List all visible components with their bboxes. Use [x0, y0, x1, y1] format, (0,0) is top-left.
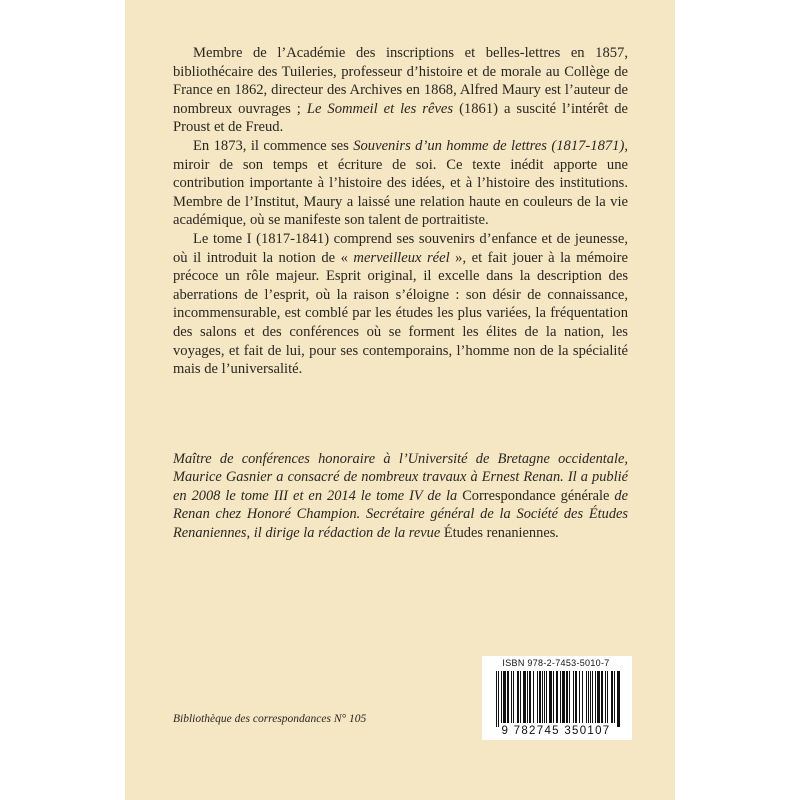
- barcode-bar: [553, 671, 554, 723]
- barcode-bar: [517, 671, 519, 723]
- isbn-barcode: [482, 656, 632, 740]
- author-bio: [173, 450, 628, 542]
- barcode-bar: [586, 671, 587, 723]
- barcode-bar: [562, 671, 565, 723]
- barcode-bar: [579, 671, 580, 723]
- barcode-bar: [582, 671, 583, 723]
- barcode-bar: [556, 671, 558, 723]
- blurb-text: Membre de l’Académie des inscriptions et belles-lettres en 1857, bibliothécaire des Tuileries, professeur d’histoire et de morale au Collège de France en 1862, directeur des Archives en 1868, Alfred Maury est l’auteur de nombreux ouvrages ;: [173, 45, 628, 117]
- book-title-reference: Souvenirs d’un homme de lettres (1817-1871): [353, 137, 625, 154]
- barcode-bar: [566, 671, 568, 723]
- blurb-paragraph-2: [173, 137, 628, 230]
- barcode-bar: [513, 671, 514, 723]
- barcode-bar: [503, 671, 506, 723]
- author-bio-text: de Renan chez Honoré Champion. Secrétaire général de la Société des Études Renaniennes, il dirige la rédaction de la revue: [173, 487, 628, 541]
- notion-emphasis: merveilleux réel: [353, 249, 450, 266]
- barcode-bar: [537, 671, 538, 723]
- barcode-bar: [520, 671, 521, 723]
- series-name: Bibliothèque des correspondances N° 105: [173, 713, 367, 725]
- barcode-bar: [575, 671, 577, 723]
- barcode-bar: [590, 671, 591, 723]
- barcode-bar: [601, 671, 603, 723]
- barcode-bar: [595, 671, 596, 723]
- barcode-bar: [617, 671, 620, 727]
- book-title-reference: Correspondance générale: [462, 487, 610, 504]
- book-blurb: [173, 44, 628, 379]
- barcode-bar: [533, 671, 534, 723]
- barcode-bar: [614, 671, 615, 723]
- barcode-bar: [511, 671, 512, 723]
- blurb-text: », et fait jouer à la mémoire précoce un rôle majeur. Esprit original, il excelle dans la description des aberrations de l’esprit, où la raison s’éloigne : son désir de connaissance, incommensurable, est comblé par les études les plus variées, la fréquentation des salons et des conférences où se forment les élites de la nation, les voyages, et fait de lui, pour ses contemporains, l’homme non de la spécialité mais de l’universalité.: [173, 249, 628, 378]
- barcode-bar: [507, 671, 509, 723]
- barcode-bar: [607, 671, 608, 723]
- blurb-text: En 1873, il commence ses: [193, 137, 354, 154]
- barcode-bar: [588, 671, 589, 723]
- barcode-bar: [496, 671, 497, 727]
- barcode-bar: [523, 671, 526, 723]
- author-bio-text: .: [555, 524, 559, 541]
- blurb-text: , miroir de son temps et écriture de soi. Ce texte inédit apporte une contribution importante à l’histoire des idées, et à l’histoire des institutions. Membre de l’Institut, Maury a laissé une relation haute en couleurs de la vie académique, où se manifeste son talent de portraitiste.: [173, 137, 628, 229]
- barcode-bar: [569, 671, 570, 723]
- barcode-digits: 9 782745 350107: [501, 725, 611, 737]
- author-bio-paragraph: [173, 450, 628, 542]
- barcode-bar: [560, 671, 561, 723]
- blurb-paragraph-3: [173, 230, 628, 379]
- barcode-bar: [573, 671, 574, 723]
- barcode-bar: [611, 671, 613, 723]
- isbn-label: ISBN 978-2-7453-5010-7: [502, 658, 610, 668]
- barcode-bar: [544, 671, 545, 723]
- barcode-bar: [527, 671, 528, 723]
- barcode-bar: [549, 671, 552, 723]
- barcode-bar: [498, 671, 499, 727]
- barcode-bar: [539, 671, 541, 723]
- blurb-text: (1861) a suscité l’intérêt de Proust et de Freud.: [173, 100, 629, 136]
- barcode-bar: [597, 671, 600, 723]
- author-bio-text: Maître de conférences honoraire à l’Université de Bretagne occidentale, Maurice Gasnier a consacré de nombreux travaux à Ernest Renan. Il a publié en 2008 le tome III et en 2014 le tome IV de la: [173, 451, 628, 504]
- barcode-bar: [542, 671, 543, 723]
- barcode-bar: [592, 671, 593, 723]
- barcode-bars: [496, 671, 620, 727]
- book-title-reference: Le Sommeil et les rêves: [306, 100, 454, 117]
- barcode-bar: [529, 671, 531, 723]
- journal-title-reference: Études renaniennes: [443, 524, 556, 541]
- barcode-bar: [501, 671, 502, 723]
- blurb-text: Le tome I (1817-1841) comprend ses souvenirs d’enfance et de jeunesse, où il introduit la notion de «: [173, 230, 628, 266]
- barcode-bar: [605, 671, 606, 723]
- blurb-paragraph-1: [173, 44, 628, 137]
- barcode-bar: [546, 671, 547, 723]
